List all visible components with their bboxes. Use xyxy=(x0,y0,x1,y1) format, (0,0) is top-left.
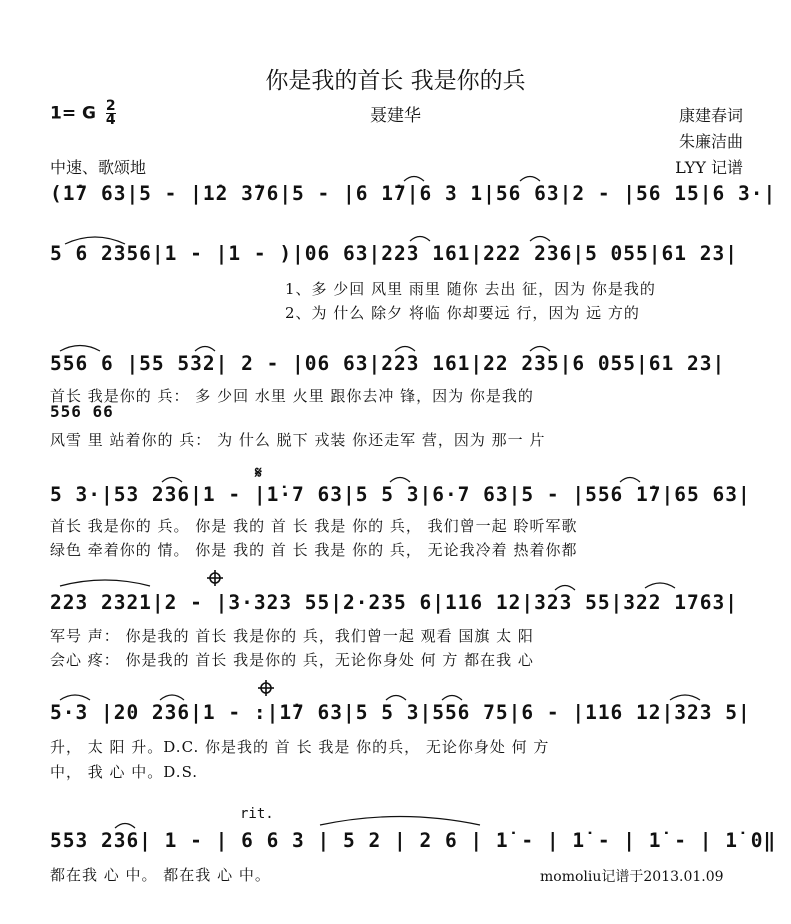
lyric-line-2-verse-1: 1、多 少回 风里 雨里 随你 去出 征，因为 你是我的 xyxy=(285,280,656,298)
composer: 朱廉洁曲 xyxy=(678,132,743,151)
lyric-line-3-verse-2: 风雪 里 站着你的 兵： 为 什么 脱下 戎装 你还走军 营，因为 那一 片 xyxy=(50,431,546,449)
segno-icon: 𝄋 xyxy=(255,463,262,482)
notation-line-2: 5 6 2356|1 - |1 - )|06 63|223 161|222 236|5 055|61 23| xyxy=(50,242,738,265)
key-label: 1= G xyxy=(50,103,96,124)
lyric-line-4-verse-1: 首长 我是你的 兵。 你是 我的 首 长 我是 你的 兵， 我们曾一起 聆听军歌 xyxy=(50,517,578,535)
notation-line-3: 556 6 |55 532| 2 - |06 63|223 161|22 235|6 055|61 23| xyxy=(50,352,726,375)
lyric-line-6-verse-2: 中， 我 心 中。D.S. xyxy=(50,763,199,781)
time-signature xyxy=(106,100,116,127)
singer-name: 聂建华 xyxy=(370,106,421,126)
lyric-line-3-verse-1: 首长 我是你的 兵： 多 少回 水里 火里 跟你去冲 锋，因为 你是我的 xyxy=(50,387,534,405)
key-signature xyxy=(50,100,116,127)
notation-line-6: 5·3 |20 236|1 - :|1̇7 63|5 5 3|556 75|6 - |116 12|323 5| xyxy=(50,701,751,724)
ritardando-marking: rit. xyxy=(240,806,274,822)
time-sig-bottom: 4 xyxy=(105,112,116,128)
lyric-line-6-verse-1: 升， 太 阳 升。D.C. 你是我的 首 长 我是 你的兵， 无论你身处 何 方 xyxy=(50,738,550,756)
transcriber: LYY 记谱 xyxy=(675,158,743,177)
notation-line-5: 223 2321|2 - |3·323 55|2·235 6|116 12|323 55|322 1763| xyxy=(50,591,738,614)
lyric-line-5-verse-1: 军号 声： 你是我的 首长 我是你的 兵，我们曾一起 观看 国旗 太 阳 xyxy=(50,627,534,645)
tempo-marking: 中速、歌颂地 xyxy=(50,158,147,177)
notation-line-1: (1̇7 63|5 - |1̇2 3̇76|5 - |6 1̇7|6 3 1|56 63|2 - |56 15|6 3·| xyxy=(50,182,777,205)
alt-notation-line-3: 556 66 xyxy=(50,402,114,421)
time-sig-top: 2 xyxy=(105,98,116,114)
notation-line-4: 5 3·|53 236|1 - |1̇·7 63|5 5 3|6·7 63|5 - |556 1̇7|65 63| xyxy=(50,483,751,506)
lyric-line-7: 都在我 心 中。 都在我 心 中。 xyxy=(50,866,271,884)
song-title: 你是我的首长 我是你的兵 xyxy=(265,68,526,94)
notation-line-7: 553 236| 1 - | 6 6 3 | 5 2 | 2 6 | 1̇ - | 1̇ - | 1̇ - | 1̇ 0‖ xyxy=(50,829,777,852)
lyric-line-2-verse-2: 2、为 什么 除夕 将临 你却要远 行，因为 远 方的 xyxy=(285,304,640,322)
transcription-signature: momoliu记谱于2013.01.09 xyxy=(540,869,724,885)
lyricist: 康建春词 xyxy=(678,106,743,125)
lyric-line-4-verse-2: 绿色 牵着你的 情。 你是 我的 首 长 我是 你的 兵， 无论我冷着 热着你都 xyxy=(50,541,578,559)
coda-icon xyxy=(207,570,223,586)
coda-icon xyxy=(258,680,274,696)
lyric-line-5-verse-2: 会心 疼： 你是我的 首长 我是你的 兵，无论你身处 何 方 都在我 心 xyxy=(50,651,534,669)
